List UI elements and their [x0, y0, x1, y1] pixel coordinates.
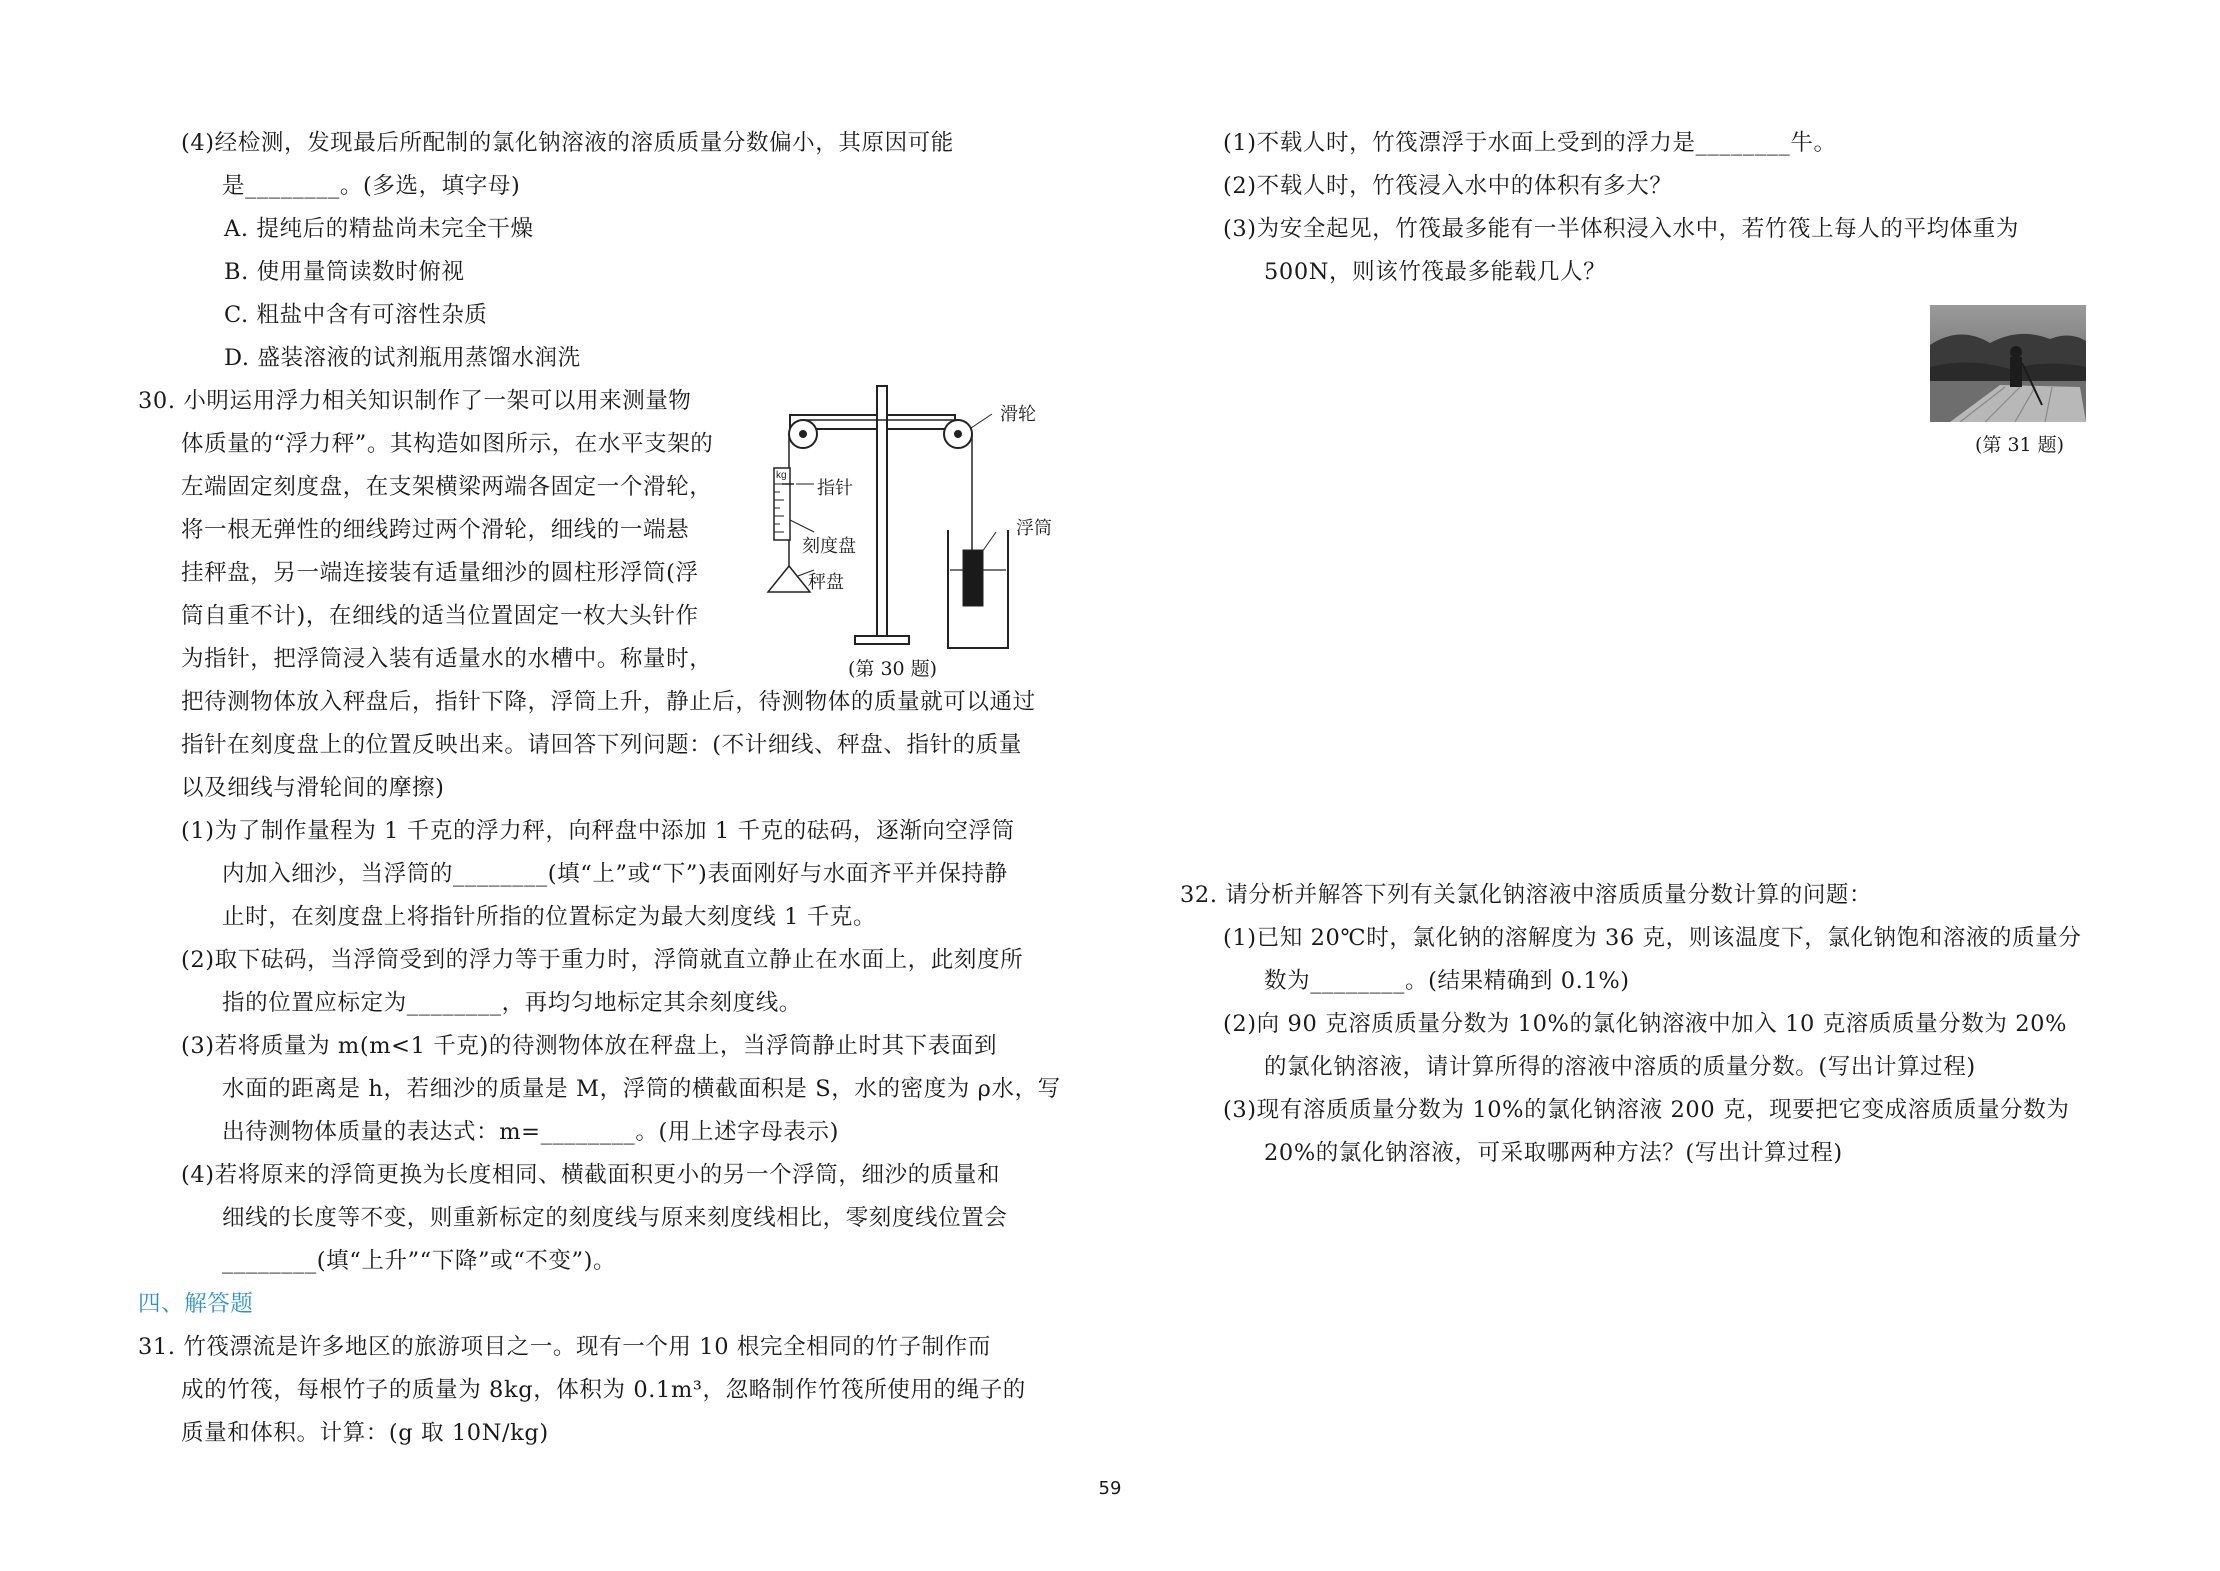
q30-line: 为指针，把浮筒浸入装有适量水的水槽中。称量时，: [181, 646, 713, 672]
q30-figure-caption: (第 30 题): [848, 658, 938, 680]
q31-line: 31. 竹筏漂流是许多地区的旅游项目之一。现有一个用 10 根完全相同的竹子制作而: [138, 1334, 991, 1360]
q30-sub2-line: (2)取下砝码，当浮筒受到的浮力等于重力时，浮筒就直立静止在水面上，此刻度所: [181, 947, 1024, 973]
q30-line: 筒自重不计)，在细线的适当位置固定一枚大头针作: [181, 603, 699, 629]
pan-label: 秤盘: [808, 572, 844, 593]
q31-part: (2)不载人时，竹筏浸入水中的体积有多大？: [1223, 173, 1673, 199]
q30-sub3-line: 出待测物体质量的表达式：m=________。(用上述字母表示): [222, 1119, 839, 1145]
q30-sub1-line: (1)为了制作量程为 1 千克的浮力秤，向秤盘中添加 1 千克的砝码，逐渐向空浮筒: [181, 818, 1015, 844]
q30-sub3-line: (3)若将质量为 m(m<1 千克)的待测物体放在秤盘上，当浮筒静止时其下表面到: [181, 1033, 998, 1059]
q29-4-line1: (4)经检测，发现最后所配制的氯化钠溶液的溶质质量分数偏小，其原因可能: [181, 130, 954, 156]
pointer-label: 指针: [817, 478, 853, 499]
q29-option-d: D. 盛装溶液的试剂瓶用蒸馏水润洗: [224, 345, 581, 371]
q29-option-c: C. 粗盐中含有可溶性杂质: [224, 302, 488, 328]
svg-text:kg: kg: [776, 470, 787, 481]
q31-part: (1)不载人时，竹筏漂浮于水面上受到的浮力是________牛。: [1223, 130, 1837, 156]
q31-part: (3)为安全起见，竹筏最多能有一半体积浸入水中，若竹筏上每人的平均体重为: [1223, 216, 2019, 242]
q32-line: 的氯化钠溶液，请计算所得的溶液中溶质的质量分数。(写出计算过程): [1264, 1054, 1976, 1080]
q32-line: (2)向 90 克溶质质量分数为 10%的氯化钠溶液中加入 10 克溶质质量分数为 20%: [1223, 1011, 2068, 1037]
float-label: 浮筒: [1016, 518, 1052, 539]
q32-line: 数为________。(结果精确到 0.1%): [1264, 968, 1630, 994]
q30-sub3-line: 水面的距离是 h，若细沙的质量是 M，浮筒的横截面积是 S，水的密度为 ρ水，写: [222, 1076, 1061, 1102]
q31-part: 500N，则该竹筏最多能载几人？: [1264, 259, 1607, 285]
q32-line: (3)现有溶质质量分数为 10%的氯化钠溶液 200 克，现要把它变成溶质质量分数为: [1223, 1097, 2070, 1123]
q31-line: 成的竹筏，每根竹子的质量为 8kg，体积为 0.1m³，忽略制作竹筏所使用的绳子的: [181, 1377, 1026, 1403]
q32-line: 32. 请分析并解答下列有关氯化钠溶液中溶质质量分数计算的问题：: [1180, 882, 1873, 908]
q32-line: 20%的氯化钠溶液，可采取哪两种方法？(写出计算过程): [1264, 1140, 1843, 1166]
q30-sub4-line: 细线的长度等不变，则重新标定的刻度线与原来刻度线相比，零刻度线位置会: [222, 1205, 1008, 1231]
q30-line: 将一根无弹性的细线跨过两个滑轮，细线的一端悬: [181, 517, 690, 543]
q30-sub1-line: 止时，在刻度盘上将指针所指的位置标定为最大刻度线 1 千克。: [222, 904, 877, 930]
q29-option-b: B. 使用量筒读数时俯视: [224, 259, 465, 285]
q30-sub4-line: (4)若将原来的浮筒更换为长度相同、横截面积更小的另一个浮筒，细沙的质量和: [181, 1162, 1001, 1188]
dial-label: 刻度盘: [802, 536, 856, 557]
q30-line: 以及细线与滑轮间的摩擦): [181, 775, 445, 801]
q29-option-a: A. 提纯后的精盐尚未完全干燥: [224, 216, 534, 242]
bamboo-raft-photo: [1930, 305, 2086, 422]
page-number: 59: [1098, 1478, 1122, 1499]
q29-4-line2: 是________。(多选，填字母): [222, 173, 521, 199]
q30-sub4-line: ________(填“上升”“下降”或“不变”)。: [222, 1248, 617, 1274]
q30-line: 把待测物体放入秤盘后，指针下降，浮筒上升，静止后，待测物体的质量就可以通过: [181, 689, 1036, 715]
q30-sub1-line: 内加入细沙，当浮筒的________(填“上”或“下”)表面刚好与水面齐平并保持静: [222, 861, 1008, 887]
q30-line: 体质量的“浮力秤”。其构造如图所示，在水平支架的: [181, 431, 714, 457]
q30-sub2-line: 指的位置应标定为________，再均匀地标定其余刻度线。: [222, 990, 802, 1016]
q30-line: 左端固定刻度盘，在支架横梁两端各固定一个滑轮，: [181, 474, 713, 500]
q30-line: 挂秤盘，另一端连接装有适量细沙的圆柱形浮筒(浮: [181, 560, 699, 586]
section-heading: 四、解答题: [138, 1291, 254, 1317]
q31-figure-caption: (第 31 题): [1975, 434, 2065, 456]
q30-line: 30. 小明运用浮力相关知识制作了一架可以用来测量物: [138, 388, 692, 414]
q32-line: (1)已知 20℃时，氯化钠的溶解度为 36 克，则该温度下，氯化钠饱和溶液的质量分: [1223, 925, 2082, 951]
pulley-label: 滑轮: [1000, 404, 1036, 425]
q30-line: 指针在刻度盘上的位置反映出来。请回答下列问题：(不计细线、秤盘、指针的质量: [181, 732, 1022, 758]
q31-line: 质量和体积。计算：(g 取 10N/kg): [181, 1420, 549, 1446]
